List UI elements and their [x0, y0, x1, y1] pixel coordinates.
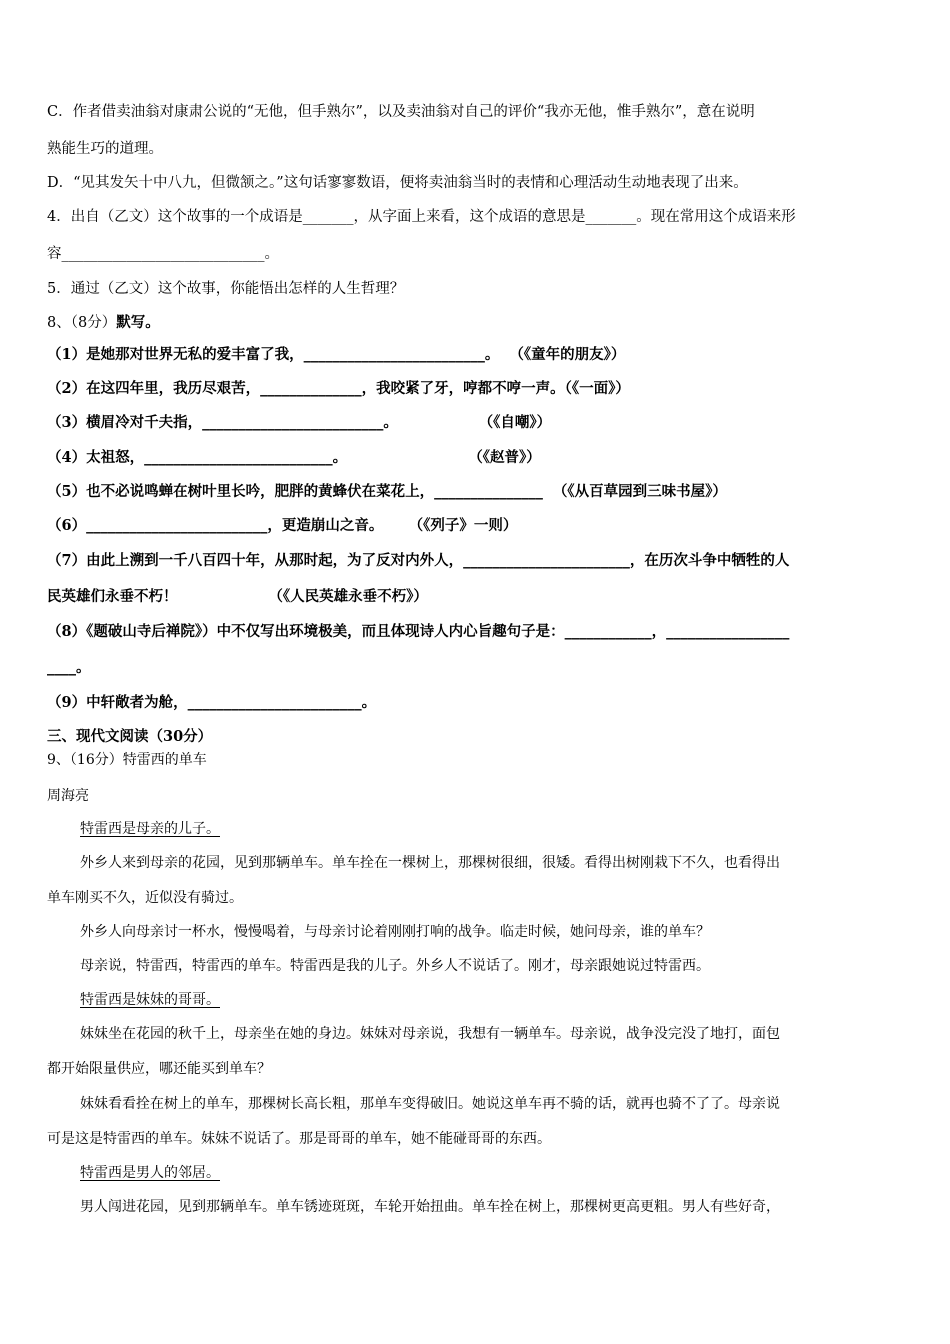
question-9-heading: 9、（16分）特雷西的单车 — [47, 752, 207, 768]
subtitle-3: 特雷西是男人的邻居。 — [80, 1165, 220, 1181]
dictation-item-8-line-1: （8）《题破山寺后禅院》）中不仅写出环境极美，而且体现诗人内心旨趣句子是：____________，_________________ — [47, 623, 790, 640]
section-3-heading: 三、现代文阅读（30分） — [47, 728, 213, 745]
option-d: D．“见其发矢十中八九，但微颔之。”这句话寥寥数语，便将卖油翁当时的表情和心理活动生动地表现了出来。 — [47, 175, 748, 191]
paragraph-1-line-1: 外乡人来到母亲的花园，见到那辆单车。单车拴在一棵树上，那棵树很细，很矮。看得出树刚栽下不久，也看得出 — [80, 855, 780, 871]
subtitle-2: 特雷西是妹妹的哥哥。 — [80, 992, 220, 1008]
question-8-title: 默写。 — [116, 314, 160, 331]
dictation-item-3: （3）横眉冷对千夫指，_________________________。 （《自嘲》） — [47, 414, 552, 431]
option-c-line-2: 熟能生巧的道理。 — [47, 141, 163, 157]
dictation-item-7-line-1: （7）由此上溯到一千八百四十年，从那时起，为了反对内外人，_______________________，在历次斗争中牺牲的人 — [47, 552, 790, 569]
paragraph-2: 外乡人向母亲讨一杯水，慢慢喝着，与母亲讨论着刚刚打响的战争。临走时候，她问母亲，谁的单车？ — [80, 924, 710, 940]
paragraph-5-line-1: 妹妹看看拴在树上的单车，那棵树长高长粗，那单车变得破旧。她说这单车再不骑的话，就再也骑不了了。母亲说 — [80, 1096, 780, 1112]
paragraph-1-line-2: 单车刚买不久，近似没有骑过。 — [47, 890, 243, 906]
question-4-line-1: 4．出自（乙文）这个故事的一个成语是_______，从字面上来看，这个成语的意思是_______。现在常用这个成语来形 — [47, 209, 796, 225]
option-c-line-1: C．作者借卖油翁对康肃公说的“无他，但手熟尔”，以及卖油翁对自己的评价“我亦无他，惟手熟尔”，意在说明 — [47, 104, 755, 120]
dictation-item-7-line-2: 民英雄们永垂不朽！ （《人民英雄永垂不朽》） — [47, 588, 428, 605]
paragraph-4-line-1: 妹妹坐在花园的秋千上，母亲坐在她的身边。妹妹对母亲说，我想有一辆单车。母亲说，战争没完没了地打，面包 — [80, 1026, 780, 1042]
paragraph-5-line-2: 可是这是特雷西的单车。妹妹不说话了。那是哥哥的单车，她不能碰哥哥的东西。 — [47, 1131, 551, 1147]
dictation-item-6: （6）_________________________，更造崩山之音。 （《列子》一则） — [47, 517, 518, 534]
question-4-line-2: 容____________________________。 — [47, 246, 279, 262]
dictation-item-5: （5）也不必说鸣蝉在树叶里长吟，肥胖的黄蜂伏在菜花上，_______________ （《从百草园到三味书屋》） — [47, 483, 727, 500]
dictation-item-4: （4）太祖怒，__________________________。 （《赵普》） — [47, 449, 541, 466]
dictation-item-8-line-2: ____。 — [47, 659, 91, 676]
paragraph-4-line-2: 都开始限量供应，哪还能买到单车？ — [47, 1061, 271, 1077]
dictation-item-1: （1）是她那对世界无私的爱丰富了我，_________________________。 （《童年的朋友》） — [47, 346, 626, 363]
dictation-item-9: （9）中轩敞者为舱，________________________。 — [47, 694, 377, 711]
question-8-heading — [47, 313, 910, 333]
question-8-number: 8、（8分） — [47, 315, 117, 331]
article-author: 周海亮 — [47, 788, 89, 804]
paragraph-6-line-1: 男人闯进花园，见到那辆单车。单车锈迹斑斑，车轮开始扭曲。单车拴在树上，那棵树更高更粗。男人有些好奇， — [80, 1199, 780, 1215]
question-5: 5．通过（乙文）这个故事，你能悟出怎样的人生哲理？ — [47, 281, 405, 297]
dictation-item-2: （2）在这四年里，我历尽艰苦，______________，我咬紧了牙，哼都不哼一声。（《一面》） — [47, 380, 630, 397]
paragraph-3: 母亲说，特雷西，特雷西的单车。特雷西是我的儿子。外乡人不说话了。刚才，母亲跟她说过特雷西。 — [80, 958, 710, 974]
subtitle-1: 特雷西是母亲的儿子。 — [80, 821, 220, 837]
